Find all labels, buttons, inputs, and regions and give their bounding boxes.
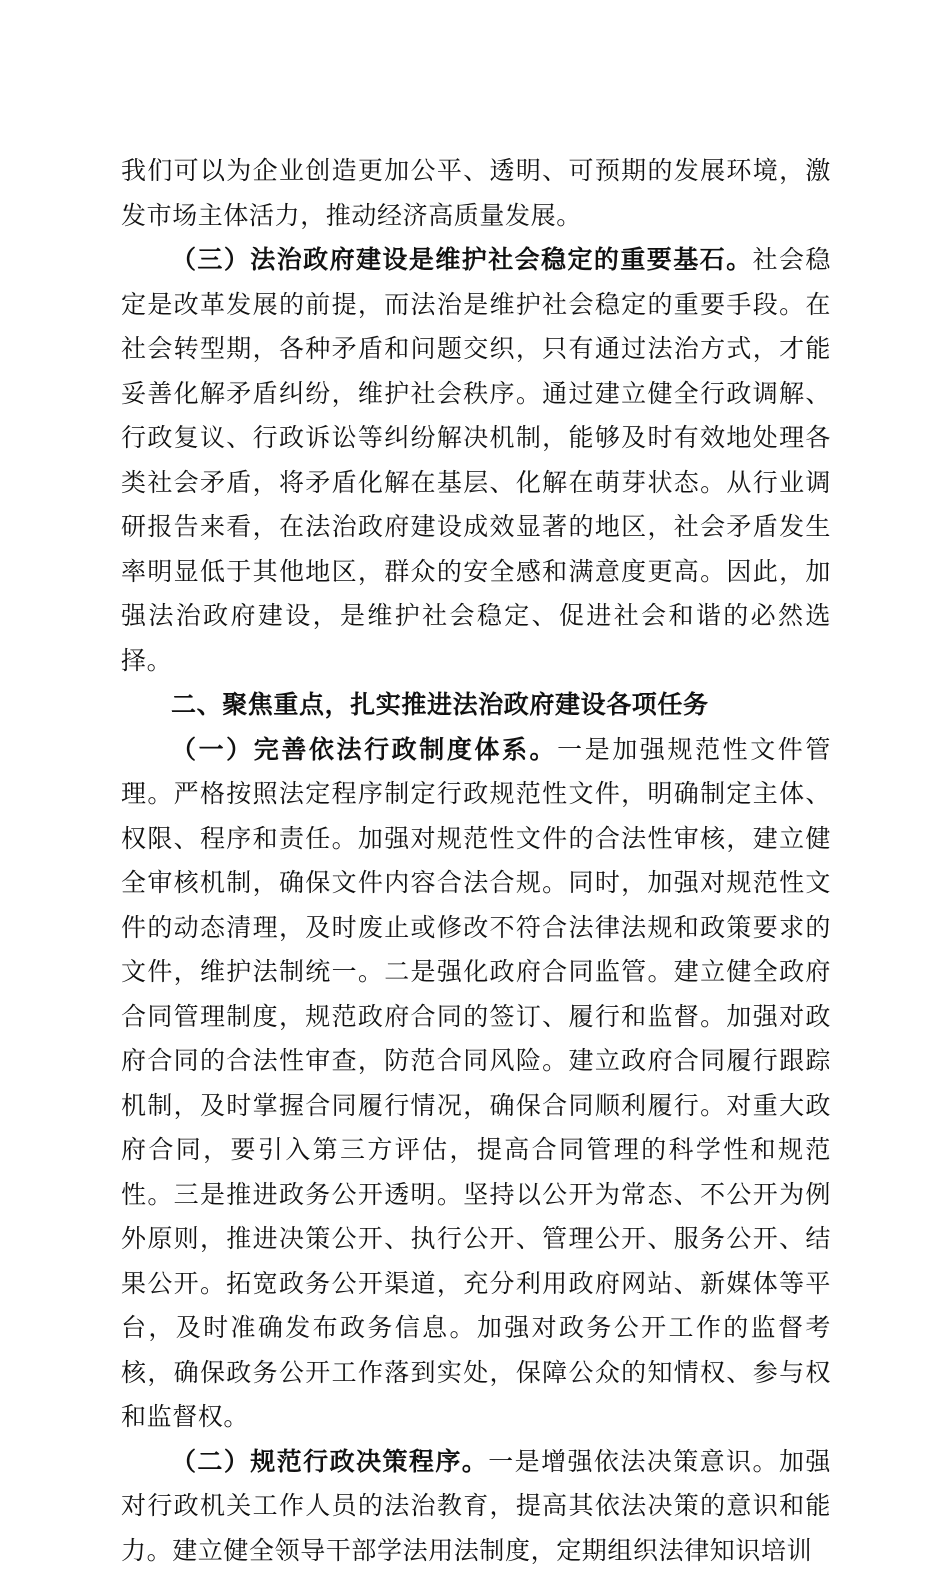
paragraph-text: 我们可以为企业创造更加公平、透明、可预期的发展环境，激发市场主体活力，推动经济高质量发展。 [121, 156, 831, 230]
paragraph-administrative-system [121, 728, 831, 1440]
paragraph-decision-procedure [121, 1440, 831, 1573]
paragraph-text: 社会稳定是改革发展的前提，而法治是维护社会稳定的重要手段。在社会转型期，各种矛盾和问题交织，只有通过法治方式，才能妥善化解矛盾纠纷，维护社会秩序。通过建立健全行政调解、行政复议、行政诉讼等纠纷解决机制，能够及时有效地处理各类社会矛盾，将矛盾化解在基层、化解在萌芽状态。从行业调研报告来看，在法治政府建设成效显著的地区，社会矛盾发生率明显低于其他地区，群众的安全感和满意度更高。因此，加强法治政府建设，是维护社会稳定、促进社会和谐的必然选择。 [121, 245, 831, 675]
document-body [121, 149, 831, 1573]
paragraph-social-stability [121, 238, 831, 683]
paragraph-lead: （三）法治政府建设是维护社会稳定的重要基石。 [171, 245, 753, 274]
paragraph-lead: （一）完善依法行政制度体系。 [171, 735, 557, 764]
section-heading: 二、聚焦重点，扎实推进法治政府建设各项任务 [121, 683, 831, 728]
paragraph-text: 一是加强规范性文件管理。严格按照法定程序制定行政规范性文件，明确制定主体、权限、程序和责任。加强对规范性文件的合法性审核，建立健全审核机制，确保文件内容合法合规。同时，加强对规范性文件的动态清理，及时废止或修改不符合法律法规和政策要求的文件，维护法制统一。二是强化政府合同监管。建立健全政府合同管理制度，规范政府合同的签订、履行和监督。加强对政府合同的合法性审查，防范合同风险。建立政府合同履行跟踪机制，及时掌握合同履行情况，确保合同顺利履行。对重大政府合同，要引入第三方评估，提高合同管理的科学性和规范性。三是推进政务公开透明。坚持以公开为常态、不公开为例外原则，推进决策公开、执行公开、管理公开、服务公开、结果公开。拓宽政务公开渠道，充分利用政府网站、新媒体等平台，及时准确发布政务信息。加强对政务公开工作的监督考核，确保政务公开工作落到实处，保障公众的知情权、参与权和监督权。 [121, 735, 831, 1432]
paragraph-text: 一是增强依法决策意识。加强对行政机关工作人员的法治教育，提高其依法决策的意识和能力。建立健全领导干部学法用法制度，定期组织法律知识培训 [121, 1447, 831, 1565]
paragraph-continuation [121, 149, 831, 238]
paragraph-lead: （二）规范行政决策程序。 [171, 1447, 488, 1476]
